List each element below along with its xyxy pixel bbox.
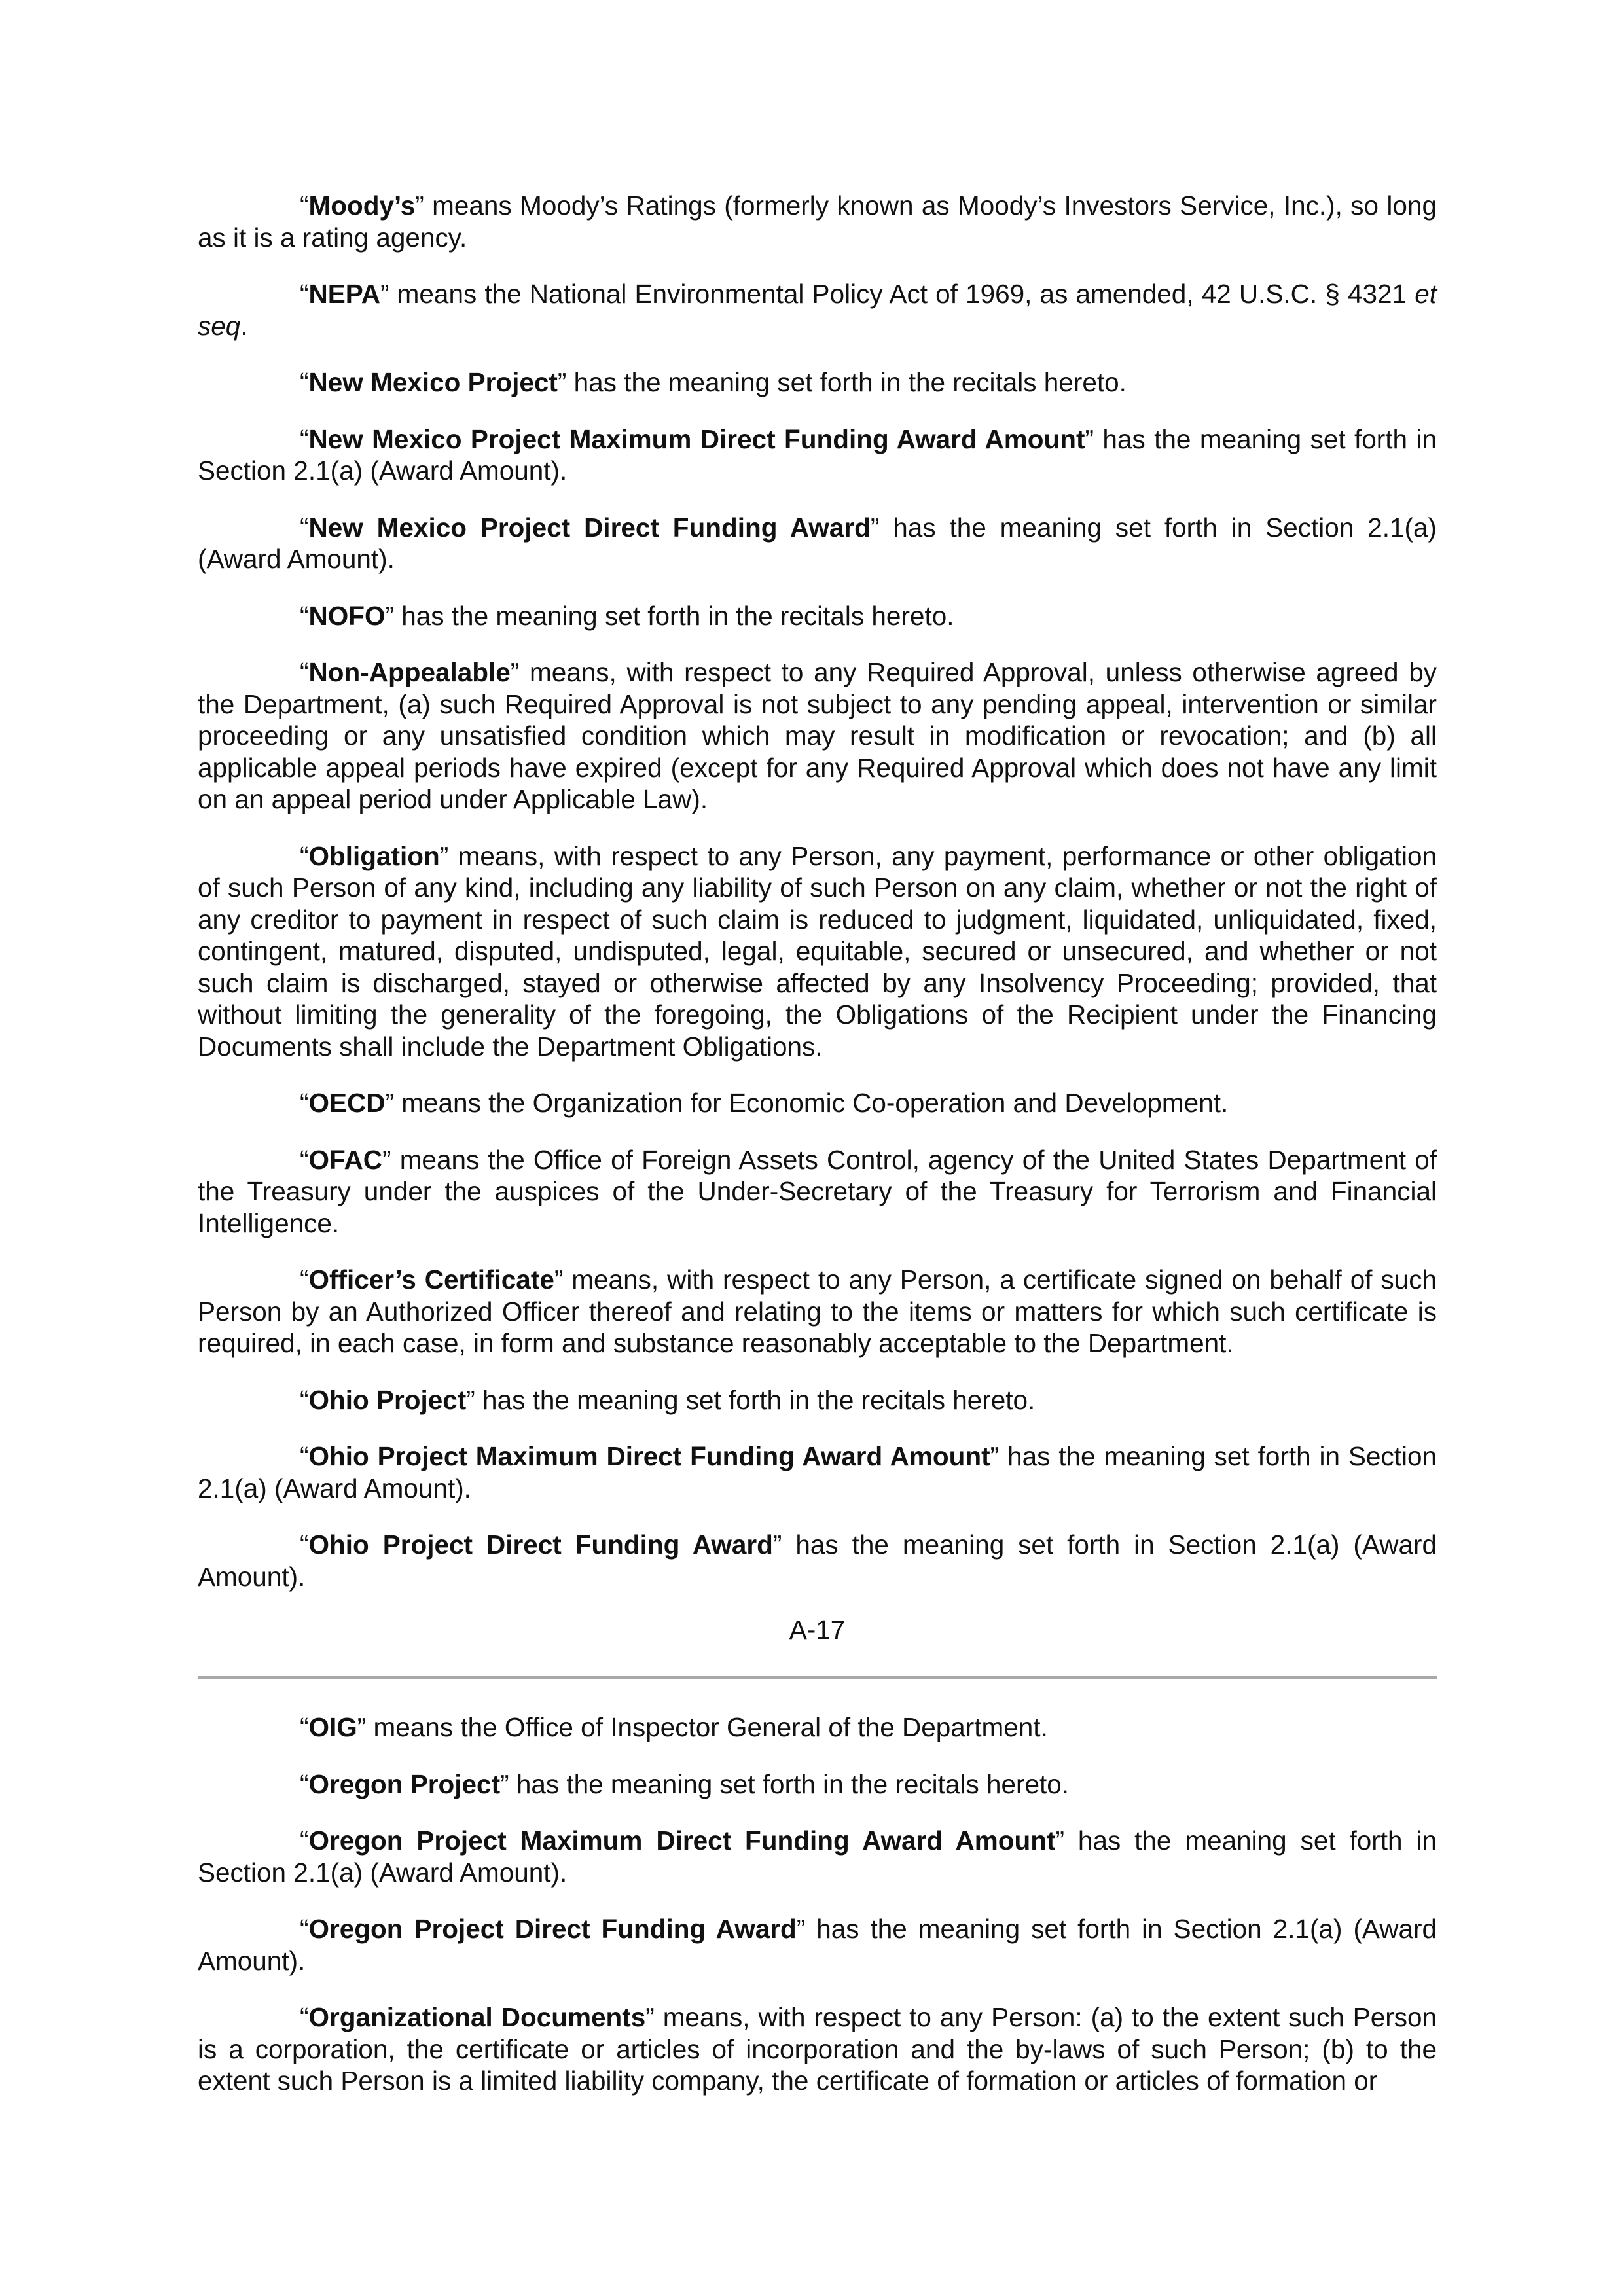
definition-oregon-project: “Oregon Project” has the meaning set forth in the recitals hereto. — [300, 1768, 1070, 1799]
page-divider — [198, 1676, 1437, 1679]
definition-oig: “OIG” means the Office of Inspector General of the Department. — [300, 1712, 1048, 1742]
definition-nofo: “NOFO” has the meaning set forth in the recitals hereto. — [300, 600, 954, 631]
definition-nepa: “NEPA” means the National Environmental Policy Act of 1969, as amended, 42 U.S.C. § 4321 et seq. — [198, 279, 1437, 341]
definition-non-appealable: “Non-Appealable” means, with respect to any Required Approval, unless otherwise agreed by the Department, (a) such Required Approval is not subject to any pending appeal, intervention or similar proceeding or any unsatisfied condition which may result in modification or revocation; and (b) all applicable appeal periods have expired (except for any Required Approval which does not have any limit on an appeal period under Applicable Law). — [198, 657, 1437, 814]
definitions-block-top — [198, 190, 1437, 1617]
definitions-block-bottom — [198, 1712, 1437, 2122]
definition-ohio-project: “Ohio Project” has the meaning set forth in the recitals hereto. — [300, 1384, 1036, 1415]
definition-ohio-direct-award: “Ohio Project Direct Funding Award” has the meaning set forth in Section 2.1(a) (Award Amount). — [198, 1530, 1437, 1592]
definition-moodys: “Moody’s” means Moody’s Ratings (formerly known as Moody’s Investors Service, Inc.), so long as it is a rating agency. — [198, 190, 1437, 253]
definition-ohio-max-award: “Ohio Project Maximum Direct Funding Award Amount” has the meaning set forth in Section 2.1(a) (Award Amount). — [198, 1441, 1437, 1503]
definition-new-mexico-direct-award: “New Mexico Project Direct Funding Award” has the meaning set forth in Section 2.1(a) (Award Amount). — [198, 512, 1437, 574]
definition-new-mexico-max-award: “New Mexico Project Maximum Direct Funding Award Amount” has the meaning set forth in Section 2.1(a) (Award Amount). — [198, 423, 1437, 486]
definition-ofac: “OFAC” means the Office of Foreign Assets Control, agency of the United States Department of the Treasury under the auspices of the Under-Secretary of the Treasury for Terrorism and Financial Intelligence. — [198, 1144, 1437, 1238]
definition-oregon-direct-award: “Oregon Project Direct Funding Award” has the meaning set forth in Section 2.1(a) (Award Amount). — [198, 1914, 1437, 1976]
definition-oregon-max-award: “Oregon Project Maximum Direct Funding Award Amount” has the meaning set forth in Section 2.1(a) (Award Amount). — [198, 1825, 1437, 1888]
definition-obligation: “Obligation” means, with respect to any Person, any payment, performance or other obligation of such Person of any kind, including any liability of such Person on any claim, whether or not the right of any creditor to payment in respect of such claim is reduced to judgment, liquidated, unliquidated, fixed, contingent, matured, disputed, undisputed, legal, equitable, secured or unsecured, and whether or not such claim is discharged, stayed or otherwise affected by any Insolvency Proceeding; provided, that without limiting the generality of the foregoing, the Obligations of the Recipient under the Financing Documents shall include the Department Obligations. — [198, 840, 1437, 1062]
definition-oecd: “OECD” means the Organization for Economic Co-operation and Development. — [300, 1088, 1229, 1118]
definition-organizational-documents: “Organizational Documents” means, with respect to any Person: (a) to the extent such Person is a corporation, the certificate or articles of incorporation and the by-laws of such Person; (b) to the extent such Person is a limited liability company, the certificate of formation or articles of formation or — [198, 2002, 1437, 2096]
definition-officers-certificate: “Officer’s Certificate” means, with respect to any Person, a certificate signed on behalf of such Person by an Authorized Officer thereof and relating to the items or matters for which such certificate is required, in each case, in form and substance reasonably acceptable to the Department. — [198, 1265, 1437, 1358]
page-number: A-17 — [789, 1615, 846, 1645]
definition-new-mexico-project: “New Mexico Project” has the meaning set forth in the recitals hereto. — [300, 367, 1127, 397]
